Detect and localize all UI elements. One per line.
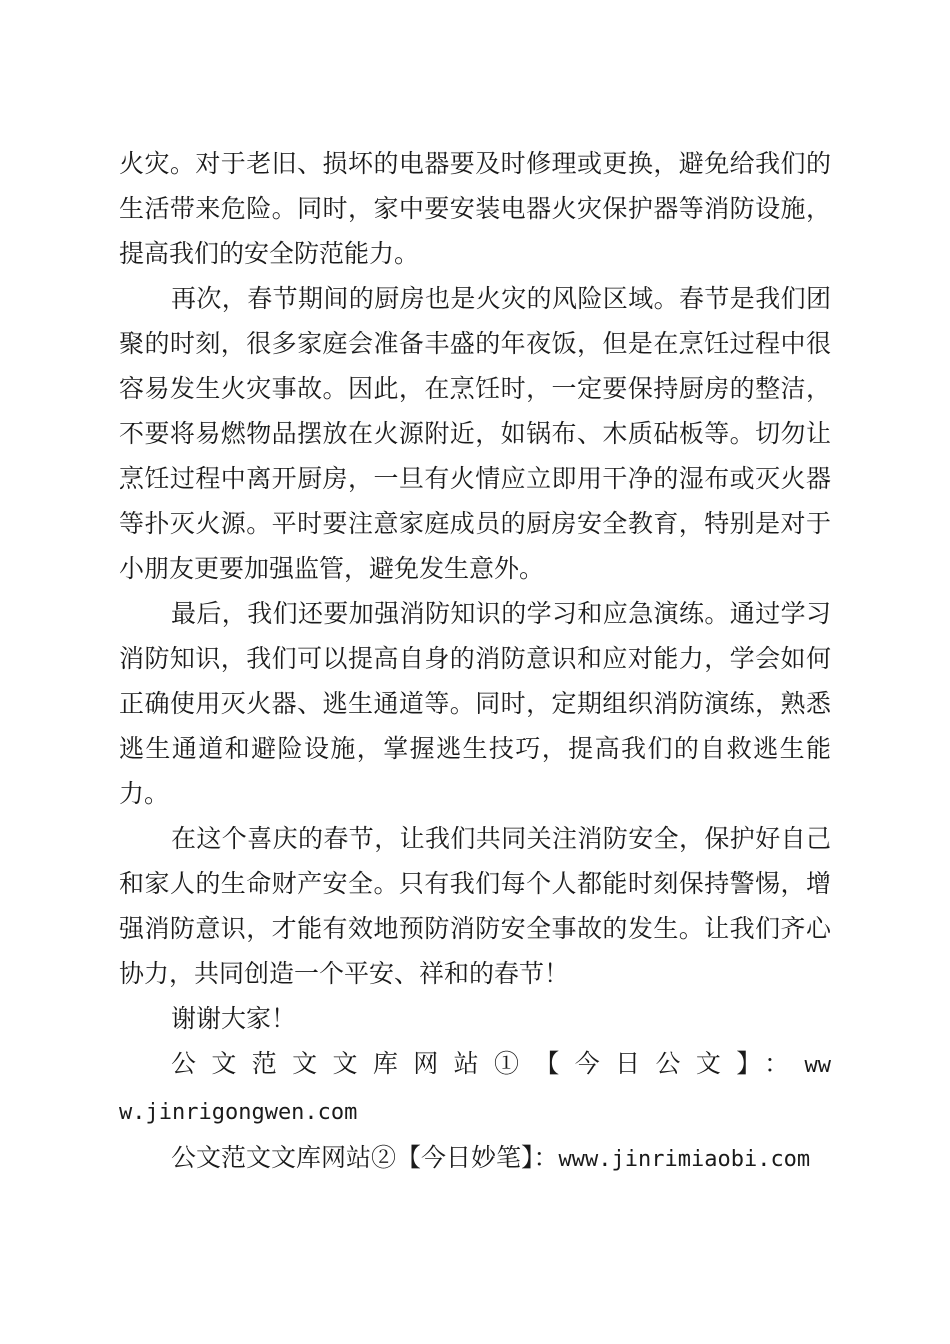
footer-link-1 [119, 1041, 831, 1135]
document-page [119, 141, 831, 1182]
paragraph-3: 最后，我们还要加强消防知识的学习和应急演练。通过学习消防知识，我们可以提高自身的消防意识和应对能力，学会如何正确使用灭火器、逃生通道等。同时，定期组织消防演练，熟悉逃生通道和避险设施，掌握逃生技巧，提高我们的自救逃生能力。 [119, 599, 831, 808]
paragraph-1: 火灾。对于老旧、损坏的电器要及时修理或更换，避免给我们的生活带来危险。同时，家中要安装电器火灾保护器等消防设施，提高我们的安全防范能力。 [119, 149, 831, 268]
footer-link-2-label: 公文范文文库网站②【今日妙笔】： [171, 1143, 559, 1172]
footer-link-2 [119, 1135, 831, 1182]
paragraph-thanks: 谢谢大家！ [171, 1004, 297, 1033]
footer-link-2-url[interactable]: www.jinrimiaobi.com [558, 1147, 811, 1172]
paragraph-2: 再次，春节期间的厨房也是火灾的风险区域。春节是我们团聚的时刻，很多家庭会准备丰盛的年夜饭，但是在烹饪过程中很容易发生火灾事故。因此，在烹饪时，一定要保持厨房的整洁，不要将易燃物品摆放在火源附近，如锅布、木质砧板等。切勿让烹饪过程中离开厨房，一旦有火情应立即用干净的湿布或灭火器等扑灭火源。平时要注意家庭成员的厨房安全教育，特别是对于小朋友更要加强监管，避免发生意外。 [119, 284, 831, 583]
paragraph-4: 在这个喜庆的春节，让我们共同关注消防安全，保护好自己和家人的生命财产安全。只有我们每个人都能时刻保持警惕，增强消防意识，才能有效地预防消防安全事故的发生。让我们齐心协力，共同创造一个平安、祥和的春节！ [119, 824, 831, 988]
footer-link-1-label: 公文范文文库网站①【今日公文】： [171, 1049, 805, 1078]
footer-link-1-url[interactable]: www.jinrigongwen.com [119, 1053, 831, 1125]
